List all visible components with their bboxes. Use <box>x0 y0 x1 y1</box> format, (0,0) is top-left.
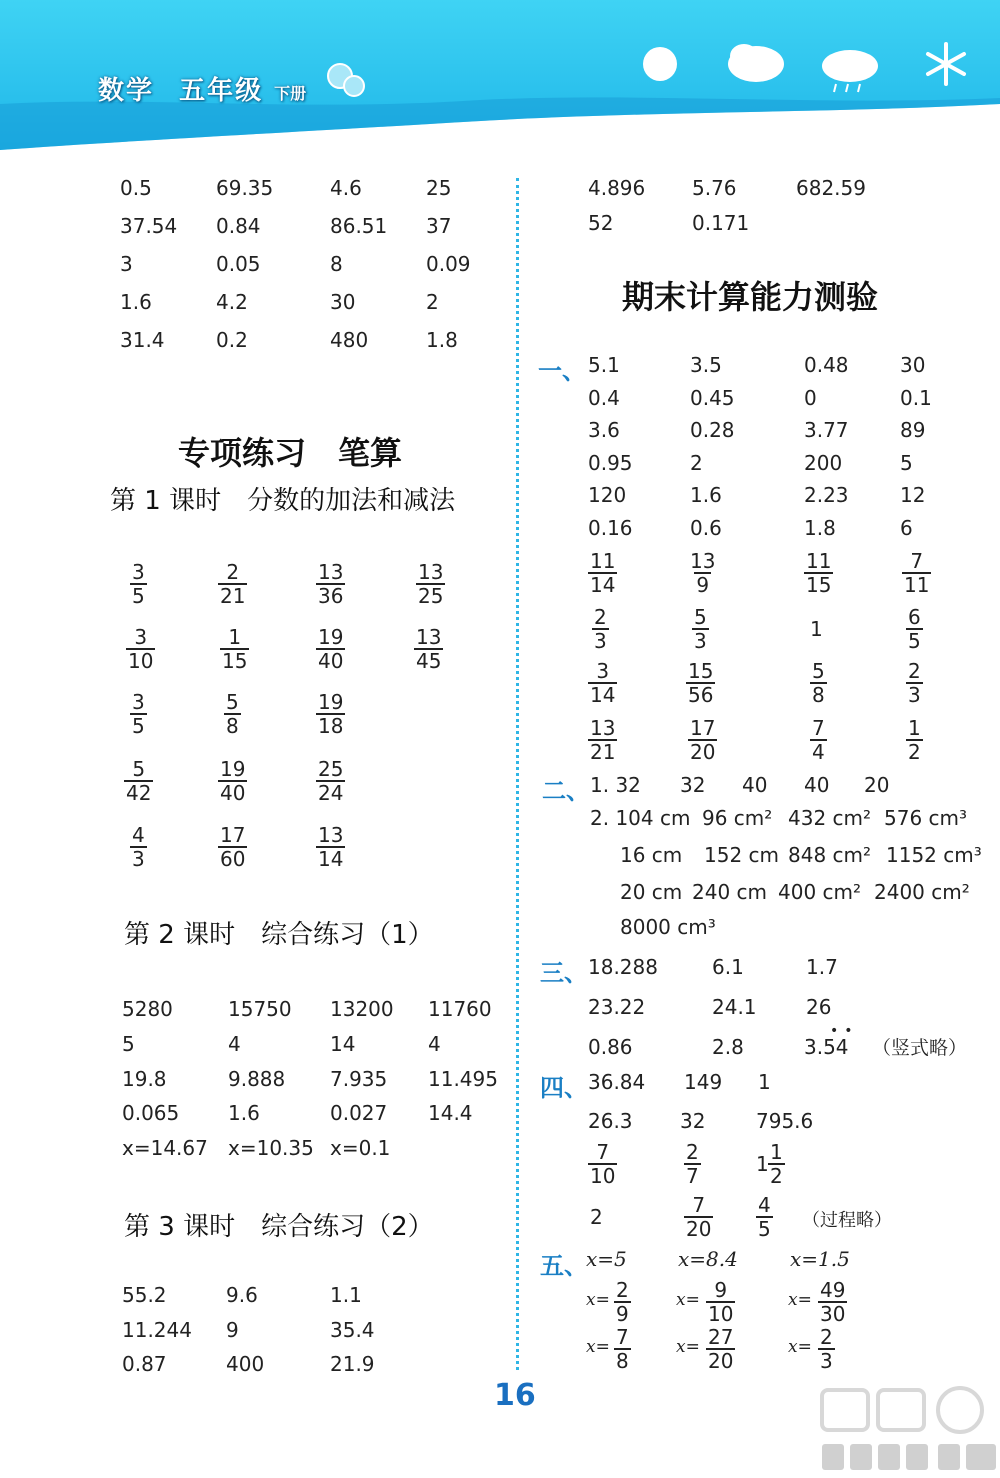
fraction: $\frac{49}{30}$ <box>820 1278 846 1326</box>
l2-r4c4: 14.4 <box>428 1101 473 1125</box>
fraction: $\frac{13}{25}$ <box>418 560 444 608</box>
l3-r2c3: 35.4 <box>330 1318 375 1342</box>
mixed-number-whole: 1 <box>756 1152 769 1176</box>
l2-r3c4: 11.495 <box>428 1067 498 1091</box>
left-top-r1c3: 4.6 <box>330 176 362 200</box>
s3-r2c3: 26 <box>806 995 832 1019</box>
s1-r2c2: 0.45 <box>690 386 735 410</box>
s1-r3c1: 3.6 <box>588 418 620 442</box>
fraction: $\frac{11}{14}$ <box>590 549 616 597</box>
fraction: $\frac{2}{21}$ <box>220 560 246 608</box>
s1-r2c3: 0 <box>804 386 817 410</box>
page-number: 16 <box>494 1378 536 1413</box>
s2-l1-b: 32 <box>680 773 706 797</box>
left-top-r1c1: 0.5 <box>120 176 152 200</box>
fraction: $\frac{17}{20}$ <box>690 716 716 764</box>
fraction: $\frac{5}{8}$ <box>226 690 239 738</box>
s5-r1c1: x=5 <box>586 1247 627 1271</box>
s4-r2c3: 795.6 <box>756 1109 814 1133</box>
fraction: $\frac{13}{21}$ <box>590 716 616 764</box>
fraction: $\frac{4}{5}$ <box>758 1193 771 1241</box>
left-top-r1c2: 69.35 <box>216 176 274 200</box>
l3-r1c3: 1.1 <box>330 1283 362 1307</box>
l2-r2c4: 4 <box>428 1032 441 1056</box>
watermark-logo <box>818 1386 1000 1476</box>
l3-r3c1: 0.87 <box>122 1352 167 1376</box>
s3-r3c3: 3.54 <box>804 1035 849 1059</box>
l3-r3c3: 21.9 <box>330 1352 375 1376</box>
left-top-r2c3: 86.51 <box>330 214 388 238</box>
s2-l1-c: 40 <box>742 773 768 797</box>
s2-l2-d: 576 cm³ <box>884 806 968 830</box>
fraction: $\frac{7}{4}$ <box>812 716 825 764</box>
s2-l1-d: 40 <box>804 773 830 797</box>
l3-r1c1: 55.2 <box>122 1283 167 1307</box>
s1-r6c3: 1.8 <box>804 516 836 540</box>
l3-r3c2: 400 <box>226 1352 265 1376</box>
fraction: $\frac{7}{11}$ <box>904 549 930 597</box>
cloud-icon <box>724 36 786 86</box>
fraction: $\frac{2}{3}$ <box>908 659 921 707</box>
fraction: $\frac{27}{20}$ <box>708 1325 734 1373</box>
fraction: $\frac{7}{20}$ <box>686 1193 712 1241</box>
lesson2-title: 第 2 课时 综合练习（1） <box>124 920 434 950</box>
s2-l4-a: 20 cm <box>620 880 683 904</box>
fraction: $\frac{1}{2}$ <box>770 1140 783 1188</box>
edition-badge <box>326 60 366 100</box>
right-top-r1c1: 4.896 <box>588 176 646 200</box>
s1-r3c2: 0.28 <box>690 418 735 442</box>
right-top-r1c2: 5.76 <box>692 176 737 200</box>
fraction: $\frac{11}{15}$ <box>806 549 832 597</box>
fraction: $\frac{3}{5}$ <box>132 560 145 608</box>
s4-note: （过程略） <box>802 1210 892 1231</box>
l2-r3c1: 19.8 <box>122 1067 167 1091</box>
s1-r1c3: 0.48 <box>804 353 849 377</box>
s4-r2c2: 32 <box>680 1109 706 1133</box>
left-top-r4c3: 30 <box>330 290 356 314</box>
s3-r1c2: 6.1 <box>712 955 744 979</box>
l3-r1c2: 9.6 <box>226 1283 258 1307</box>
badge-icon <box>326 60 366 100</box>
l2-r1c4: 11760 <box>428 997 492 1021</box>
s1-r6c2: 0.6 <box>690 516 722 540</box>
left-top-r3c2: 0.05 <box>216 252 261 276</box>
s2-l5-a: 8000 cm³ <box>620 915 716 939</box>
s1-r5c1: 120 <box>588 483 627 507</box>
s1-r4c1: 0.95 <box>588 451 633 475</box>
sun-icon <box>640 44 680 84</box>
left-top-r5c1: 31.4 <box>120 328 165 352</box>
lesson3-title: 第 3 课时 综合练习（2） <box>124 1212 434 1242</box>
fraction: $\frac{3}{14}$ <box>590 659 616 707</box>
l2-r1c1: 5280 <box>122 997 173 1021</box>
s1-frac-r2c3: 1 <box>810 617 823 641</box>
fraction: $\frac{15}{56}$ <box>688 659 714 707</box>
left-top-r2c1: 37.54 <box>120 214 178 238</box>
left-top-r5c3: 480 <box>330 328 369 352</box>
x-prefix: x= <box>676 1290 700 1310</box>
s2-l3-a: 16 cm <box>620 843 683 867</box>
s1-r3c4: 89 <box>900 418 926 442</box>
fraction: $\frac{1}{15}$ <box>222 625 248 673</box>
s4-r1c3: 1 <box>758 1070 771 1094</box>
l2-r1c3: 13200 <box>330 997 394 1021</box>
l2-r1c2: 15750 <box>228 997 292 1021</box>
header-volume: 下册 <box>274 84 307 103</box>
fraction: $\frac{6}{5}$ <box>908 605 921 653</box>
fraction: $\frac{7}{10}$ <box>590 1140 616 1188</box>
s2-l3-c: 848 cm² <box>788 843 872 867</box>
fraction: $\frac{5}{3}$ <box>694 605 707 653</box>
fraction: $\frac{25}{24}$ <box>318 757 344 805</box>
x-prefix: x= <box>586 1290 610 1310</box>
left-top-r3c4: 0.09 <box>426 252 471 276</box>
s4-r2c1: 26.3 <box>588 1109 633 1133</box>
fraction: $\frac{2}{7}$ <box>686 1140 699 1188</box>
s2-l2-a: 2. 104 cm <box>590 806 691 830</box>
left-top-r1c4: 25 <box>426 176 452 200</box>
s1-r4c2: 2 <box>690 451 703 475</box>
left-top-r2c2: 0.84 <box>216 214 261 238</box>
s2-l3-b: 152 cm <box>704 843 780 867</box>
left-top-r3c3: 8 <box>330 252 343 276</box>
rain-cloud-icon <box>818 46 882 94</box>
s3-r2c2: 24.1 <box>712 995 757 1019</box>
s3-r3c1: 0.86 <box>588 1035 633 1059</box>
l2-x1: x=14.67 <box>122 1136 208 1160</box>
l2-r4c1: 0.065 <box>122 1101 180 1125</box>
section-label-3: 三、 <box>540 959 588 987</box>
x-prefix: x= <box>586 1337 610 1357</box>
fraction: $\frac{2}{9}$ <box>616 1278 629 1326</box>
s4-r1c1: 36.84 <box>588 1070 646 1094</box>
fraction: $\frac{5}{42}$ <box>126 757 152 805</box>
s5-r1c3: x=1.5 <box>790 1247 850 1271</box>
fraction: $\frac{13}{45}$ <box>416 625 442 673</box>
section-label-2: 二、 <box>542 777 590 805</box>
fraction: $\frac{3}{10}$ <box>128 625 154 673</box>
l3-r2c2: 9 <box>226 1318 239 1342</box>
s1-r2c4: 0.1 <box>900 386 932 410</box>
left-top-r5c2: 0.2 <box>216 328 248 352</box>
right-top-r1c3: 682.59 <box>796 176 866 200</box>
header-grade: 五年级 <box>179 76 264 106</box>
fraction: $\frac{19}{40}$ <box>318 625 344 673</box>
s1-r6c4: 6 <box>900 516 913 540</box>
header-title <box>98 70 306 107</box>
l2-r2c3: 14 <box>330 1032 356 1056</box>
fraction: $\frac{9}{10}$ <box>708 1278 734 1326</box>
fraction: $\frac{13}{9}$ <box>690 549 716 597</box>
right-top-r2c2: 0.171 <box>692 211 750 235</box>
s1-r2c1: 0.4 <box>588 386 620 410</box>
l2-r4c3: 0.027 <box>330 1101 388 1125</box>
fraction: $\frac{1}{2}$ <box>908 716 921 764</box>
l2-r3c3: 7.935 <box>330 1067 388 1091</box>
left-top-r4c1: 1.6 <box>120 290 152 314</box>
section-label-4: 四、 <box>540 1074 588 1102</box>
fraction: $\frac{4}{3}$ <box>132 823 145 871</box>
left-top-r2c4: 37 <box>426 214 452 238</box>
column-divider <box>516 178 519 1370</box>
s1-r4c4: 5 <box>900 451 913 475</box>
fraction: $\frac{2}{3}$ <box>820 1325 833 1373</box>
l2-r4c2: 1.6 <box>228 1101 260 1125</box>
s2-l2-b: 96 cm² <box>702 806 773 830</box>
s2-l4-c: 400 cm² <box>778 880 862 904</box>
l2-r2c1: 5 <box>122 1032 135 1056</box>
l2-x2: x=10.35 <box>228 1136 314 1160</box>
s2-l3-d: 1152 cm³ <box>886 843 982 867</box>
s5-r1c2: x=8.4 <box>678 1247 738 1271</box>
left-top-r5c4: 1.8 <box>426 328 458 352</box>
l2-x3: x=0.1 <box>330 1136 391 1160</box>
l2-r2c2: 4 <box>228 1032 241 1056</box>
section-label-1: 一、 <box>538 357 586 385</box>
left-top-r3c1: 3 <box>120 252 133 276</box>
left-top-r4c2: 4.2 <box>216 290 248 314</box>
right-top-r2c1: 52 <box>588 211 614 235</box>
s1-r5c3: 2.23 <box>804 483 849 507</box>
s2-l4-b: 240 cm <box>692 880 768 904</box>
s1-r5c4: 12 <box>900 483 926 507</box>
l3-r2c1: 11.244 <box>122 1318 192 1342</box>
x-prefix: x= <box>676 1337 700 1357</box>
s4-r1c2: 149 <box>684 1070 723 1094</box>
repeating-decimal-dots: •• <box>830 1023 859 1039</box>
s1-r3c3: 3.77 <box>804 418 849 442</box>
lesson1-title: 第 1 课时 分数的加法和减法 <box>110 486 456 516</box>
section-title: 专项练习 笔算 <box>178 434 403 472</box>
s2-l2-c: 432 cm² <box>788 806 872 830</box>
s2-l1-a: 1. 32 <box>590 773 641 797</box>
s3-r2c1: 23.22 <box>588 995 646 1019</box>
s1-r5c2: 1.6 <box>690 483 722 507</box>
fraction: $\frac{2}{3}$ <box>594 605 607 653</box>
s3-r1c1: 18.288 <box>588 955 658 979</box>
s3-r1c3: 1.7 <box>806 955 838 979</box>
l2-r3c2: 9.888 <box>228 1067 286 1091</box>
s1-r4c3: 200 <box>804 451 843 475</box>
fraction: $\frac{5}{8}$ <box>812 659 825 707</box>
header-subject: 数学 <box>98 76 155 106</box>
s3-r3c2: 2.8 <box>712 1035 744 1059</box>
fraction: $\frac{3}{5}$ <box>132 690 145 738</box>
s1-r1c4: 30 <box>900 353 926 377</box>
s1-r6c1: 0.16 <box>588 516 633 540</box>
s4-r4c1: 2 <box>590 1205 603 1229</box>
s2-l1-e: 20 <box>864 773 890 797</box>
s1-r1c1: 5.1 <box>588 353 620 377</box>
fraction: $\frac{13}{36}$ <box>318 560 344 608</box>
fraction: $\frac{17}{60}$ <box>220 823 246 871</box>
snowflake-icon <box>922 40 970 88</box>
x-prefix: x= <box>788 1290 812 1310</box>
fraction: $\frac{7}{8}$ <box>616 1325 629 1373</box>
test-title: 期末计算能力测验 <box>622 278 879 316</box>
left-top-r4c4: 2 <box>426 290 439 314</box>
section-label-5: 五、 <box>540 1252 588 1280</box>
fraction: $\frac{19}{40}$ <box>220 757 246 805</box>
fraction: $\frac{19}{18}$ <box>318 690 344 738</box>
x-prefix: x= <box>788 1337 812 1357</box>
s1-r1c2: 3.5 <box>690 353 722 377</box>
s3-note: （竖式略） <box>872 1037 968 1059</box>
s2-l4-d: 2400 cm² <box>874 880 970 904</box>
fraction: $\frac{13}{14}$ <box>318 823 344 871</box>
